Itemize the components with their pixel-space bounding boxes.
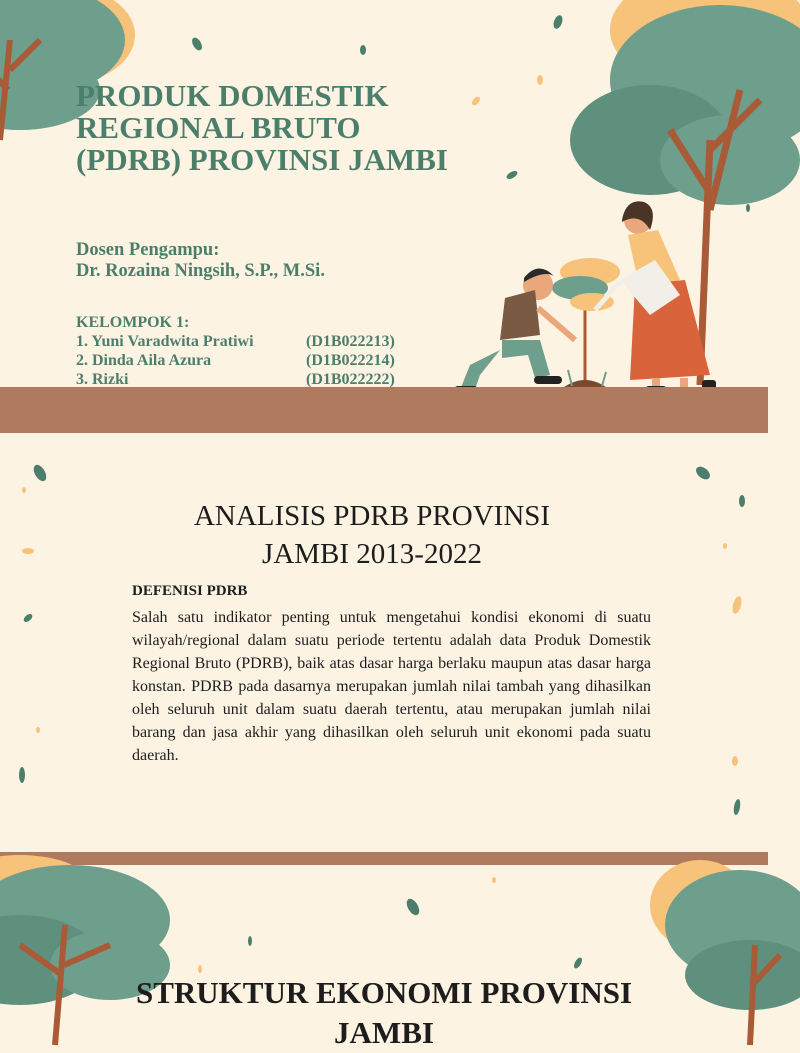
member-name: 1. Yuni Varadwita Pratiwi: [76, 333, 254, 350]
group-label: KELOMPOK 1:: [76, 314, 190, 331]
definition-body: Salah satu indikator penting untuk mengetahui kondisi ekonomi di suatu wilayah/regional dalam suatu periode tertentu adalah data Produk Domestik Regional Bruto (PDRB), baik atas dasar harga berlaku maupun atas dasar harga konstan. PDRB pada dasarnya merupakan jumlah nilai tambah yang dihasilkan oleh seluruh unit dalam suatu daerah tertentu, atau merupakan jumlah nilai barang dan jasa akhir yang dihasilkan oleh seluruh unit ekonomi pada suatu daerah.: [132, 609, 651, 764]
ground-strip: [0, 852, 768, 865]
group-member: [76, 370, 395, 389]
structure-title-line: STRUKTUR EKONOMI PROVINSI: [135, 975, 633, 1010]
structure-title-line: JAMBI: [334, 1015, 434, 1050]
ground-strip: [0, 387, 768, 433]
planting-people-illustration: [440, 190, 740, 400]
slide-title: [0, 0, 768, 433]
member-nim: (D1B022214): [306, 352, 395, 369]
group-member: [76, 351, 395, 370]
slide-analysis: [0, 433, 768, 865]
lecturer-block: [76, 240, 325, 282]
member-nim: (D1B022213): [306, 333, 395, 350]
presentation-title: PRODUK DOMESTIK REGIONAL BRUTO (PDRB) PROVINSI JAMBI: [76, 78, 448, 177]
lecturer-label: Dosen Pengampu:: [76, 240, 220, 260]
analysis-title-line: JAMBI 2013-2022: [262, 538, 482, 570]
definition-heading: DEFENISI PDRB: [132, 583, 248, 599]
structure-title: [0, 973, 768, 1053]
group-member: [76, 332, 395, 351]
member-name: 2. Dinda Aila Azura: [76, 352, 212, 369]
member-nim: (D1B022222): [306, 371, 395, 388]
lecturer-name: Dr. Rozaina Ningsih, S.P., M.Si.: [76, 261, 325, 281]
analysis-title: [0, 497, 744, 573]
member-name: 3. Rizki: [76, 371, 129, 388]
slide-structure: [0, 865, 768, 1050]
analysis-title-line: ANALISIS PDRB PROVINSI: [193, 500, 551, 532]
group-block: [76, 313, 395, 389]
